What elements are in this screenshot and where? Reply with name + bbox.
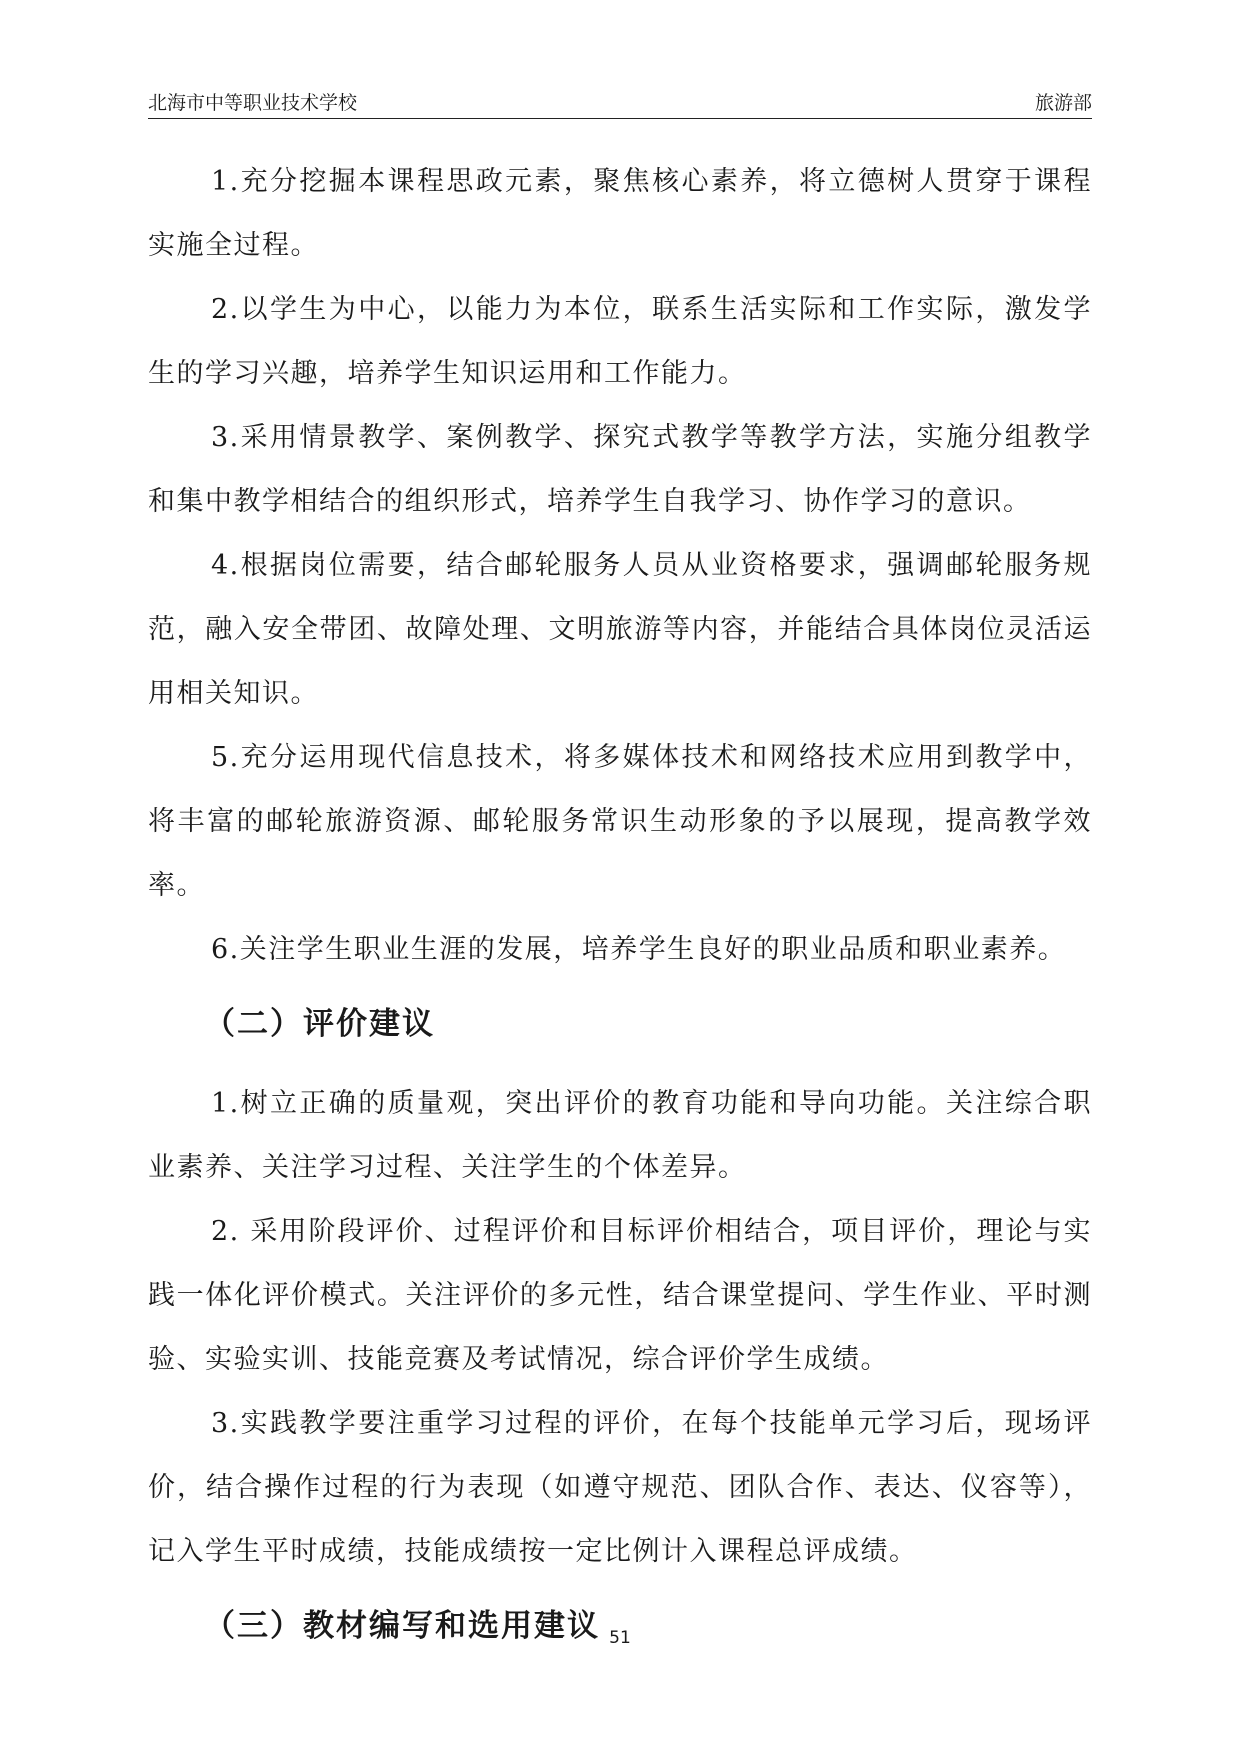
teaching-item-1: 1.充分挖掘本课程思政元素，聚焦核心素养，将立德树人贯穿于课程实施全过程。: [148, 166, 1092, 261]
teaching-item-6: 6.关注学生职业生涯的发展，培养学生良好的职业品质和职业素养。: [211, 934, 1067, 965]
evaluation-item-1: 1.树立正确的质量观，突出评价的教育功能和导向功能。关注综合职业素养、关注学习过程、关注学生的个体差异。: [148, 1088, 1092, 1183]
school-name: 北海市中等职业技术学校: [148, 92, 358, 114]
page-header: [148, 86, 1092, 119]
teaching-item-5: 5.充分运用现代信息技术，将多媒体技术和网络技术应用到教学中，将丰富的邮轮旅游资源、邮轮服务常识生动形象的予以展现，提高教学效率。: [148, 742, 1092, 901]
department-name: 旅游部: [1034, 92, 1092, 114]
page-number: 51: [609, 1628, 631, 1648]
section-heading-evaluation: （二）评价建议: [204, 1006, 435, 1042]
teaching-item-3: 3.采用情景教学、案例教学、探究式教学等教学方法，实施分组教学和集中教学相结合的组织形式，培养学生自我学习、协作学习的意识。: [148, 422, 1092, 517]
evaluation-item-2: 2. 采用阶段评价、过程评价和目标评价相结合，项目评价，理论与实践一体化评价模式。关注评价的多元性，结合课堂提问、学生作业、平时测验、实验实训、技能竞赛及考试情况，综合评价学生成绩。: [148, 1216, 1092, 1375]
evaluation-item-3: 3.实践教学要注重学习过程的评价，在每个技能单元学习后，现场评价，结合操作过程的行为表现（如遵守规范、团队合作、表达、仪容等），记入学生平时成绩，技能成绩按一定比例计入课程总评成绩。: [148, 1408, 1092, 1567]
section-heading-textbook: （三）教材编写和选用建议: [204, 1608, 600, 1644]
page-body: [148, 150, 1092, 1646]
teaching-item-2: 2.以学生为中心，以能力为本位，联系生活实际和工作实际，激发学生的学习兴趣，培养学生知识运用和工作能力。: [148, 294, 1092, 389]
teaching-item-4: 4.根据岗位需要，结合邮轮服务人员从业资格要求，强调邮轮服务规范，融入安全带团、故障处理、文明旅游等内容，并能结合具体岗位灵活运用相关知识。: [148, 550, 1092, 709]
